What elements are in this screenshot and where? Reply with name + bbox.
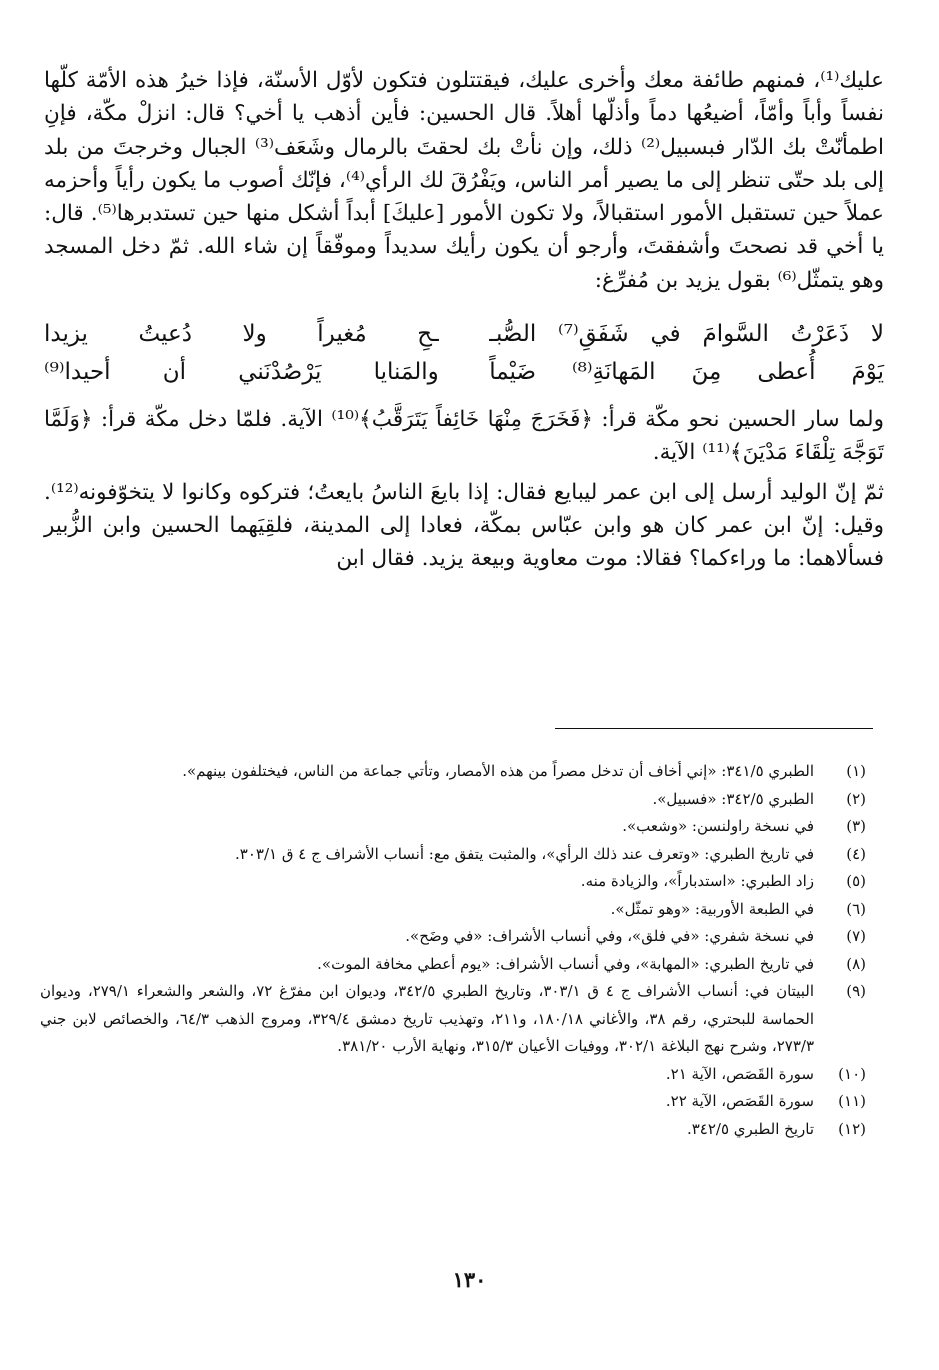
footnote-number: (٨) (846, 954, 866, 973)
body-paragraph: عليك⁽¹⁾، فمنهم طائفة معك وأخرى عليك، فيقتتلون فتكون لأوّل الأسنّة، فإذا خيرُ هذه الأمّة كلّها نفساً وأباً وأمّاً، أضيعُها دماً وأذلّها أهلاً. قال الحسين: فأين أذهب يا أخي؟ قال: انزلْ مكّة، فإنِ اطمأنّتْ بك الدّار فبسبيل⁽²⁾ ذلك، وإن نأتْ بك لحقتَ بالرمال وشَعَف⁽³⁾ الجبال وخرجتَ من بلد إلى بلد حتّى تنظر إلى ما يصير أمر الناس، ويَفْرُقَ لك الرأي⁽⁴⁾، فإنّك أصوب ما يكون رأياً وأحزمه عملاً حين تستقبل الأمور استقبالاً، ولا تكون الأمور [عليكَ] أبداً أشكل منها حين تستدبرها⁽⁵⁾. قال: يا أخي قد نصحتَ وأشفقتَ، وأرجو أن يكون رأيك سديداً وموفّقاً إن شاء الله. ثمّ دخل المسجد وهو يتمثّل⁽⁶⁾ بقول يزيد بن مُفرِّغ: (44, 68, 884, 293)
footnote-text: في نسخة شفري: «في فلق»، وفي أنساب الأشراف: «في وضَح». (405, 927, 814, 945)
page-number: ١٣٠ (452, 1267, 487, 1292)
footnote-text: سورة القَصَص، الآية ٢١. (665, 1064, 814, 1083)
footnote (40, 758, 870, 786)
footnote-text: في نسخة راولنسن: «وشعب». (622, 817, 814, 835)
poem-verses (44, 315, 884, 391)
footnote (40, 978, 870, 1061)
footnote (40, 951, 870, 979)
footnote (40, 813, 870, 841)
footnote-number: (٤) (846, 844, 866, 863)
footnote-text: في تاريخ الطبري: «وتعرف عند ذلك الرأي»، والمثبت يتفق مع: أنساب الأشراف ج ٤ ق ٣٠٣/١. (235, 844, 814, 863)
footnote-text: في تاريخ الطبري: «المهابة»، وفي أنساب الأشراف: «يوم أعطي مخافة الموت». (317, 954, 814, 973)
footnote-number: (١٢) (838, 1119, 866, 1138)
footnote-number: (٢) (846, 789, 866, 808)
verse-first-hemistich: لا ذَعَرْتُ السَّوامَ في شَفَقِ⁽⁷⁾ الصُّبـ (489, 321, 884, 348)
footnote (40, 923, 870, 951)
body-paragraph: ولما سار الحسين نحو مكّة قرأ: ﴿فَخَرَجَ مِنْهَا خَائِفاً يَتَرَقَّبُ﴾⁽¹⁰⁾ الآية. فلمّا دخل مكّة قرأ: ﴿وَلَمَّا تَوَجَّهَ تِلْقَاءَ مَدْيَنَ﴾⁽¹¹⁾ الآية. (44, 407, 884, 466)
footnote-number: (٦) (846, 899, 866, 918)
footnote-number: (١٠) (838, 1064, 866, 1083)
verse-line (44, 315, 884, 353)
footnote-text: تاريخ الطبري ٣٤٢/٥. (686, 1119, 814, 1138)
footnotes (40, 758, 870, 1143)
footnote-text: الطبري ٣٤١/٥: «إني أخاف أن تدخل مصراً من هذه الأمصار، وتأتي جماعة من الناس، فيختلفون بينهم». (182, 762, 814, 780)
footnote-divider (555, 728, 873, 729)
footnote-number: (٥) (846, 872, 866, 890)
footnote-text: زاد الطبري: «استدباراً»، والزيادة منه. (580, 872, 814, 890)
verse-line (44, 353, 884, 391)
footnote (40, 868, 870, 896)
body-paragraph: ثمّ إنّ الوليد أرسل إلى ابن عمر ليبايع فقال: إذا بايعَ الناسُ بايعتُ؛ فتركوه وكانوا لا يتخوّفونه⁽¹²⁾. وقيل: إنّ ابن عمر كان هو وابن عبّاس بمكّة، فعادا إلى المدينة، فلقِيَهما الحسين وابن الزُّبير فسألاهما: ما وراءكما؟ فقالا: موت معاوية وبيعة يزيد. فقال ابن (44, 479, 884, 572)
verse-first-hemistich: يَوْمَ أُعطى مِنَ المَهانَةِ⁽⁸⁾ ضَيْماً (489, 359, 884, 386)
footnote-text: سورة القَصَص، الآية ٢٢. (665, 1092, 814, 1110)
footnote (40, 1061, 870, 1089)
footnote-number: (٧) (846, 927, 866, 945)
footnote-text: في الطبعة الأوربية: «وهو تمثّل». (610, 899, 814, 918)
main-text (44, 64, 884, 576)
footnote (40, 1116, 870, 1144)
footnote (40, 786, 870, 814)
footnote (40, 896, 870, 924)
footnote-number: (١١) (838, 1092, 866, 1110)
footnote-text: الطبري ٣٤٢/٥: «فسبيل». (652, 789, 814, 808)
footnote-number: (٣) (846, 817, 866, 835)
footnote-number: (٩) (846, 982, 866, 1000)
footnote-text: البيتان في: أنساب الأشراف ج ٤ ق ٣٠٣/١، وتاريخ الطبري ٣٤٢/٥، وديوان ابن مفرّغ ٧٢، والشعر والشعراء ٢٧٩/١، وديوان الحماسة للبحتري، رقم ٣٨، والأغاني ١٨٠/١٨، و٢١١، وتهذيب تاريخ دمشق ٣٢٩/٤، ومروج الذهب ٦٤/٣، والخصائص لابن جني ٢٧٣/٣، وشرح نهج البلاغة ٣٠٢/١، ووفيات الأعيان ٣١٥/٣، ونهاية الأرب ٣٨١/٢٠. (40, 982, 815, 1055)
footnote (40, 1088, 870, 1116)
footnote-number: (١) (846, 762, 866, 780)
footnote (40, 841, 870, 869)
verse-second-hemistich: ـحِ مُغيراً ولا دُعيتُ يزيدا (44, 321, 439, 348)
verse-second-hemistich: والمَنايا يَرْصُدْنَني أن أحيدا⁽⁹⁾ (44, 359, 439, 386)
